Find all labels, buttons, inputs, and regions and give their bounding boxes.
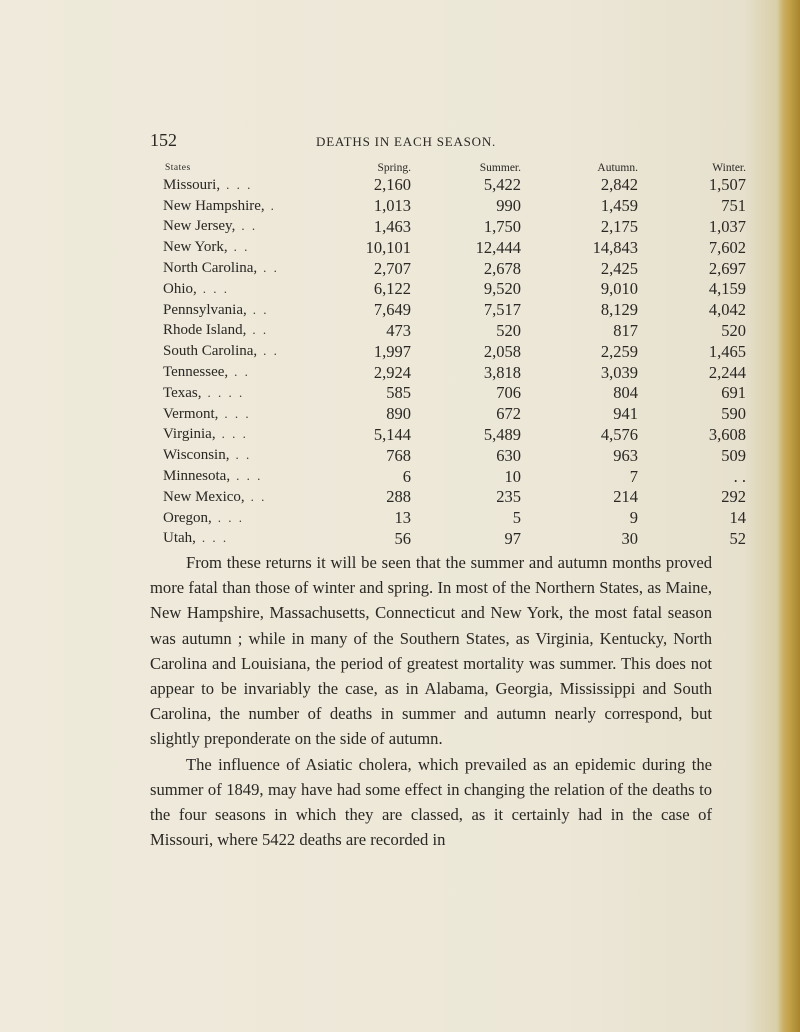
winter-cell: 52 <box>729 528 746 548</box>
winter-cell: 509 <box>721 445 746 465</box>
winter-cell: 1,465 <box>708 341 746 361</box>
column-header-summer: Summer. <box>479 162 521 174</box>
autumn-cell: 2,259 <box>600 341 638 361</box>
table-header-row <box>163 161 746 175</box>
autumn-cell: 2,425 <box>600 258 638 278</box>
state-cell <box>163 529 333 550</box>
state-cell <box>163 196 333 217</box>
table-row <box>163 175 746 196</box>
spring-cell: 5,144 <box>373 424 411 444</box>
state-name: North Carolina, <box>163 260 258 277</box>
state-cell <box>163 445 333 466</box>
table-row <box>163 300 746 321</box>
summer-cell: 5,489 <box>483 424 521 444</box>
state-name: Texas, <box>163 384 202 401</box>
winter-cell: 2,244 <box>708 362 746 382</box>
table-row <box>163 237 746 258</box>
leader-dots: . . . <box>217 509 244 525</box>
leader-dots: . . <box>235 447 252 463</box>
spring-cell: 1,463 <box>373 216 411 236</box>
table-row <box>163 508 746 529</box>
leader-dots: . . <box>233 239 250 255</box>
page-number: 152 <box>150 130 177 150</box>
table-row <box>163 404 746 425</box>
summer-cell: 12,444 <box>475 237 521 257</box>
running-title: DEATHS IN EACH SEASON. <box>316 134 497 149</box>
state-cell <box>163 300 333 321</box>
table-row <box>163 279 746 300</box>
winter-cell: 2,697 <box>708 258 746 278</box>
spring-cell: 7,649 <box>373 300 411 320</box>
winter-cell: 520 <box>721 320 746 340</box>
state-name: Missouri, <box>163 176 221 193</box>
winter-cell: 1,507 <box>708 175 746 195</box>
state-cell <box>163 404 333 425</box>
summer-cell: 235 <box>496 487 521 507</box>
state-cell <box>163 425 333 446</box>
winter-cell: 292 <box>721 487 746 507</box>
summer-cell: 5,422 <box>483 175 521 195</box>
table-row <box>163 321 746 342</box>
state-name: Minnesota, <box>163 468 231 485</box>
spring-cell: 1,013 <box>373 196 411 216</box>
state-name: Wisconsin, <box>163 447 230 464</box>
summer-cell: 3,818 <box>483 362 521 382</box>
column-header-winter: Winter. <box>712 162 746 174</box>
summer-cell: 5 <box>512 508 521 528</box>
winter-cell: 3,608 <box>708 424 746 444</box>
body-text <box>150 550 712 852</box>
spring-cell: 6 <box>402 466 411 486</box>
table-row <box>163 196 746 217</box>
state-name: South Carolina, <box>163 343 258 360</box>
autumn-cell: 1,459 <box>600 196 638 216</box>
state-name: Rhode Island, <box>163 322 247 339</box>
table-row <box>163 425 746 446</box>
summer-cell: 2,678 <box>483 258 521 278</box>
paragraph: From these returns it will be seen that the summer and autumn months proved more fatal than those of winter and spring. In most of the Northern States, as Maine, New Hampshire, Massachusetts, Connecticut and New York, the most fatal season was autumn ; while in many of the Southern States, as Virginia, Kentucky, North Carolina and Louisiana, the period of greatest mortality was summer. This does not appear to be invariably the case, as in Alabama, Georgia, Mississippi and South Carolina, the number of deaths in summer and autumn nearly correspond, but slightly preponderate on the side of autumn. <box>150 553 712 749</box>
state-cell <box>163 341 333 362</box>
winter-cell: 751 <box>721 196 746 216</box>
state-name: Vermont, <box>163 405 219 422</box>
state-cell <box>163 508 333 529</box>
autumn-cell: 9 <box>629 508 638 528</box>
autumn-cell: 941 <box>613 404 638 424</box>
table-row <box>163 362 746 383</box>
state-cell <box>163 362 333 383</box>
leader-dots: . . . <box>224 405 251 421</box>
autumn-cell: 8,129 <box>600 300 638 320</box>
leader-dots: . . <box>252 322 269 338</box>
autumn-cell: 7 <box>629 466 638 486</box>
summer-cell: 9,520 <box>483 279 521 299</box>
state-cell <box>163 217 333 238</box>
leader-dots: . . <box>234 364 250 380</box>
state-cell <box>163 237 333 258</box>
spring-cell: 56 <box>394 528 411 548</box>
summer-cell: 630 <box>496 445 521 465</box>
leader-dots: . . . <box>236 468 263 484</box>
summer-cell: 1,750 <box>483 216 521 236</box>
state-cell <box>163 383 333 404</box>
spring-cell: 13 <box>394 508 411 528</box>
state-cell <box>163 321 333 342</box>
autumn-cell: 2,175 <box>600 216 638 236</box>
autumn-cell: 804 <box>613 383 638 403</box>
spring-cell: 2,707 <box>373 258 411 278</box>
autumn-cell: 3,039 <box>600 362 638 382</box>
table-row <box>163 529 746 550</box>
autumn-cell: 214 <box>613 487 638 507</box>
autumn-cell: 817 <box>613 320 638 340</box>
autumn-cell: 30 <box>621 528 638 548</box>
autumn-cell: 14,843 <box>592 237 638 257</box>
summer-cell: 10 <box>504 466 521 486</box>
table-body <box>163 175 746 549</box>
autumn-cell: 9,010 <box>600 279 638 299</box>
autumn-cell: 4,576 <box>600 424 638 444</box>
leader-dots: . . . <box>226 176 253 192</box>
state-name: Utah, <box>163 530 196 547</box>
state-name: Tennessee, <box>163 364 229 381</box>
page-edge-shadow <box>778 0 800 1032</box>
leader-dots: . . . <box>202 280 229 296</box>
spring-cell: 10,101 <box>365 237 411 257</box>
summer-cell: 990 <box>496 196 521 216</box>
spring-cell: 585 <box>386 383 411 403</box>
table-row <box>163 341 746 362</box>
table-row <box>163 258 746 279</box>
state-name: Pennsylvania, <box>163 301 247 318</box>
column-header-autumn: Autumn. <box>597 162 638 174</box>
state-name: Ohio, <box>163 280 197 297</box>
leader-dots: . . . <box>201 530 229 546</box>
summer-cell: 97 <box>504 528 521 548</box>
winter-cell: 4,159 <box>708 279 746 299</box>
spring-cell: 6,122 <box>373 279 411 299</box>
leader-dots: . . <box>252 301 269 317</box>
summer-cell: 2,058 <box>483 341 521 361</box>
leader-dots: . <box>270 197 276 213</box>
table-row <box>163 466 746 487</box>
leader-dots: . . . <box>221 426 248 442</box>
spring-cell: 2,924 <box>373 362 411 382</box>
summer-cell: 520 <box>496 320 521 340</box>
winter-cell: 4,042 <box>708 300 746 320</box>
summer-cell: 706 <box>496 383 521 403</box>
leader-dots: . . <box>263 343 279 359</box>
autumn-cell: 2,842 <box>600 175 638 195</box>
state-cell <box>163 258 333 279</box>
state-name: New Jersey, <box>163 218 236 235</box>
state-cell <box>163 466 333 487</box>
leader-dots: . . <box>263 260 279 276</box>
table-row <box>163 383 746 404</box>
spring-cell: 473 <box>386 320 411 340</box>
spring-cell: 768 <box>386 445 411 465</box>
spring-cell: 890 <box>386 404 411 424</box>
leader-dots: . . . . <box>207 384 245 400</box>
winter-cell: 1,037 <box>708 216 746 236</box>
table-row <box>163 487 746 508</box>
summer-cell: 672 <box>496 404 521 424</box>
column-header-states: States <box>165 163 191 173</box>
winter-cell: 14 <box>729 508 746 528</box>
column-header-spring: Spring. <box>377 162 411 174</box>
leader-dots: . . <box>241 218 258 234</box>
spring-cell: 288 <box>386 487 411 507</box>
winter-cell: . . <box>733 466 746 486</box>
state-name: Virginia, <box>163 426 216 443</box>
summer-cell: 7,517 <box>483 300 521 320</box>
autumn-cell: 963 <box>613 445 638 465</box>
state-cell <box>163 487 333 508</box>
state-cell <box>163 175 333 196</box>
leader-dots: . . <box>250 488 267 504</box>
paragraph: The influence of Asiatic cholera, which prevailed as an epidemic during the summer of 1849, may have had some effect in changing the relation of the deaths to the four seasons in which they are classed, as it certainly had in the case of Missouri, where 5422 deaths are recorded in <box>150 754 712 850</box>
state-name: New Mexico, <box>163 488 245 505</box>
state-name: Oregon, <box>163 509 212 526</box>
table-row <box>163 445 746 466</box>
state-cell <box>163 279 333 300</box>
winter-cell: 7,602 <box>708 237 746 257</box>
winter-cell: 691 <box>721 383 746 403</box>
table-row <box>163 217 746 238</box>
state-name: New Hampshire, <box>163 197 265 214</box>
winter-cell: 590 <box>721 404 746 424</box>
deaths-by-season-table <box>163 161 746 549</box>
spring-cell: 2,160 <box>373 175 411 195</box>
state-name: New York, <box>163 239 228 256</box>
spring-cell: 1,997 <box>373 341 411 361</box>
